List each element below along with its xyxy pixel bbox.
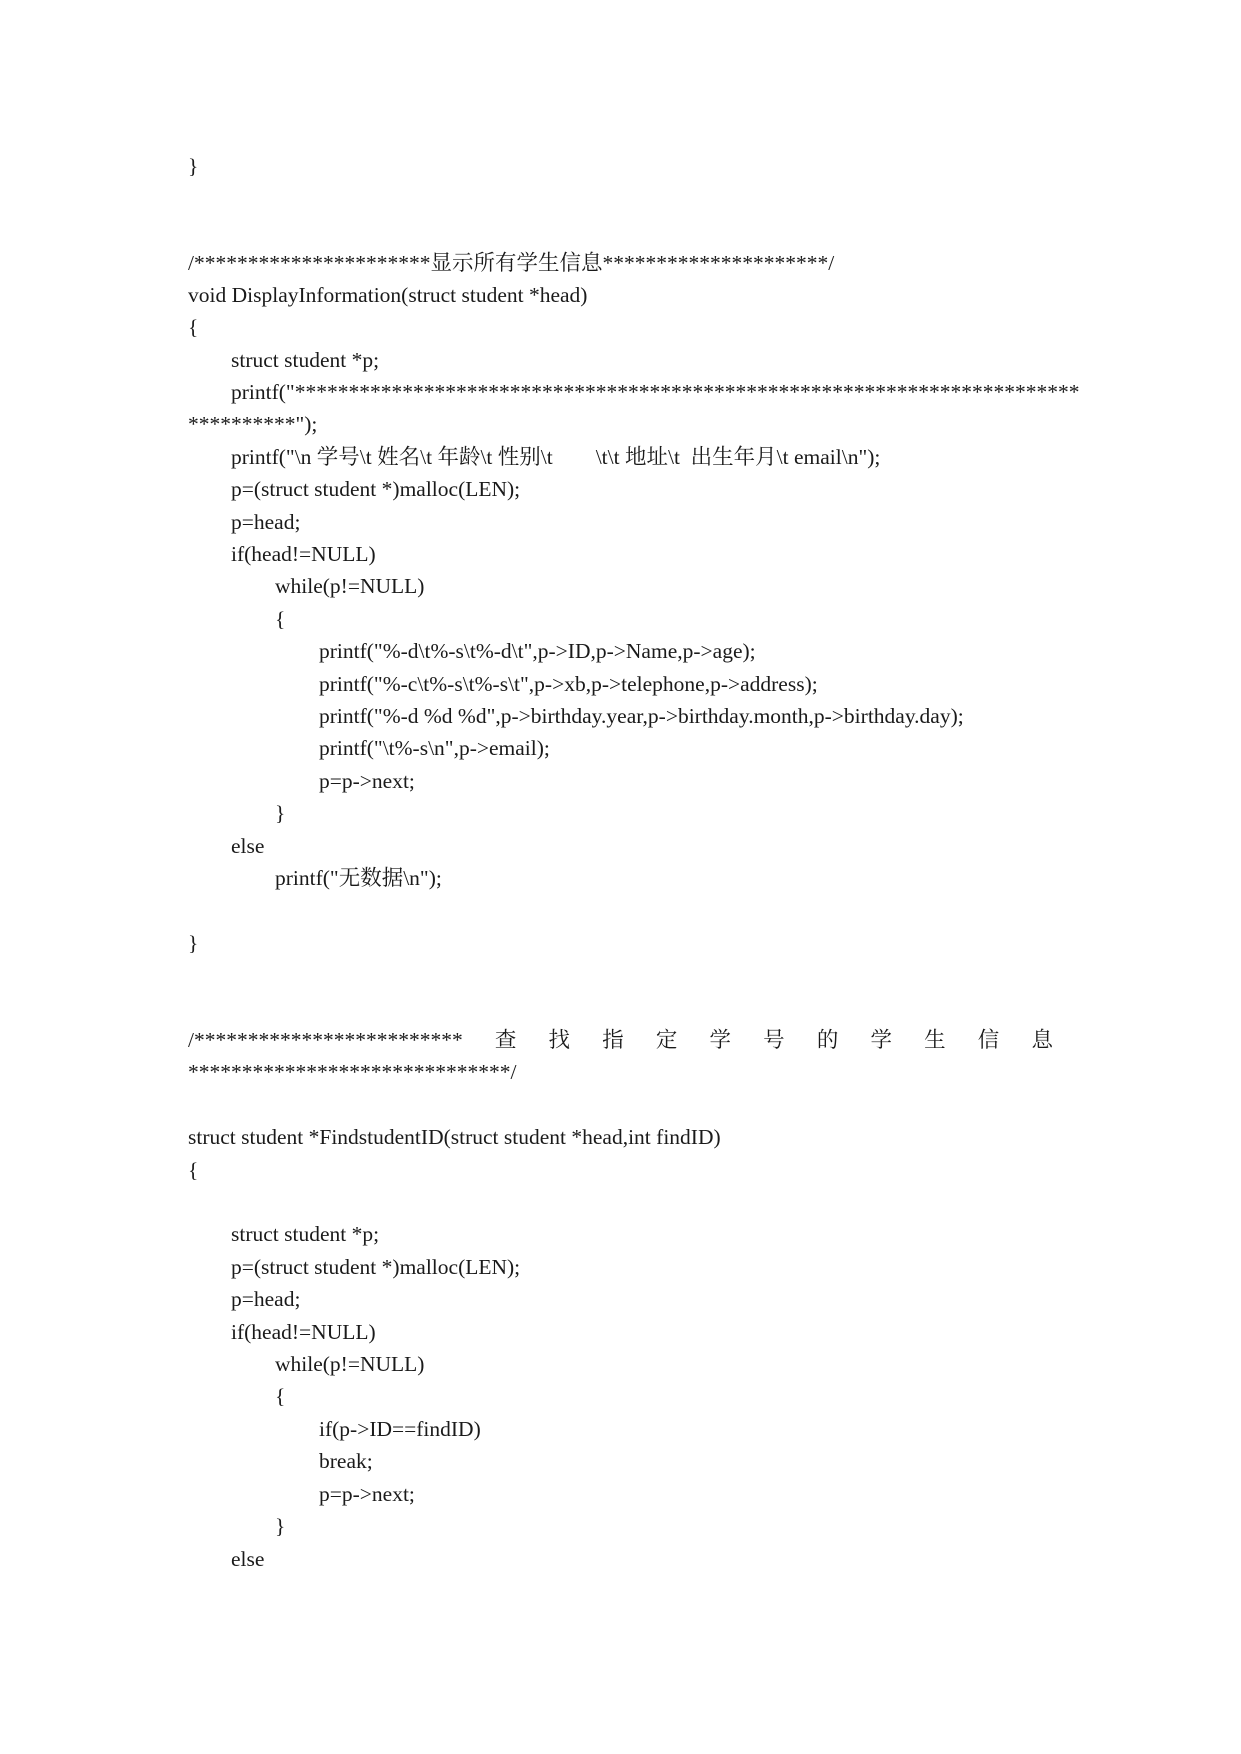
code-line: printf("%-d %d %d",p->birthday.year,p->birthday.month,p->birthday.day); [319,704,964,728]
code-line: p=(struct student *)malloc(LEN); [231,1255,521,1279]
comment-char: 生 [924,1028,946,1052]
comment-char: 息 [1031,1028,1053,1052]
code-line: p=head; [231,510,301,534]
comment-char: 查 [494,1028,517,1052]
code-line: { [275,1384,286,1408]
code-line: if(head!=NULL) [231,542,376,566]
code-line: struct student *FindstudentID(struct student *head,int findID) [188,1125,721,1149]
comment-char: 的 [816,1028,839,1052]
code-line: else [231,1547,265,1571]
code-line: struct student *p; [231,348,380,372]
code-line: } [188,931,199,955]
code-line: p=p->next; [319,769,415,793]
section-comment-display: /**********************显示所有学生信息*********************/ [188,251,835,275]
code-line: struct student *p; [231,1222,380,1246]
comment-stars: /************************* [188,1028,463,1052]
code-line: **********"); [188,412,318,436]
code-line: void DisplayInformation(struct student *head) [188,283,588,307]
code-line: printf("%-c\t%-s\t%-s\t",p->xb,p->telephone,p->address); [319,672,818,696]
section-comment-find [188,1027,1053,1053]
code-line: printf("%-d\t%-s\t%-d\t",p->ID,p->Name,p->age); [319,639,756,663]
code-line: { [188,1158,199,1182]
comment-char: 学 [870,1028,892,1052]
code-line: { [188,315,199,339]
code-line: if(p->ID==findID) [319,1417,481,1441]
code-line: } [275,1514,286,1538]
comment-char: 找 [548,1028,571,1052]
code-line: while(p!=NULL) [275,1352,425,1376]
code-line: break; [319,1449,373,1473]
code-line: while(p!=NULL) [275,574,425,598]
code-line: printf("无数据\n"); [275,866,442,890]
code-line: printf("\t%-s\n",p->email); [319,736,550,760]
comment-char: 号 [763,1028,785,1052]
comment-char: 指 [602,1028,624,1052]
comment-char: 学 [709,1028,732,1052]
comment-char: 信 [977,1028,1000,1052]
code-line: p=p->next; [319,1482,415,1506]
code-line: { [275,607,286,631]
code-line: ******************************/ [188,1060,517,1084]
code-line: if(head!=NULL) [231,1320,376,1344]
comment-char: 定 [655,1028,678,1052]
code-line: p=(struct student *)malloc(LEN); [231,477,521,501]
code-line: } [275,801,286,825]
code-line: p=head; [231,1287,301,1311]
code-line: else [231,834,265,858]
code-line: printf("\n 学号\t 姓名\t 年龄\t 性别\t \t\t 地址\t 出生年月\t email\n"); [231,445,881,469]
code-line: } [188,154,199,178]
code-line: printf("************************************************************************* [231,380,1080,404]
